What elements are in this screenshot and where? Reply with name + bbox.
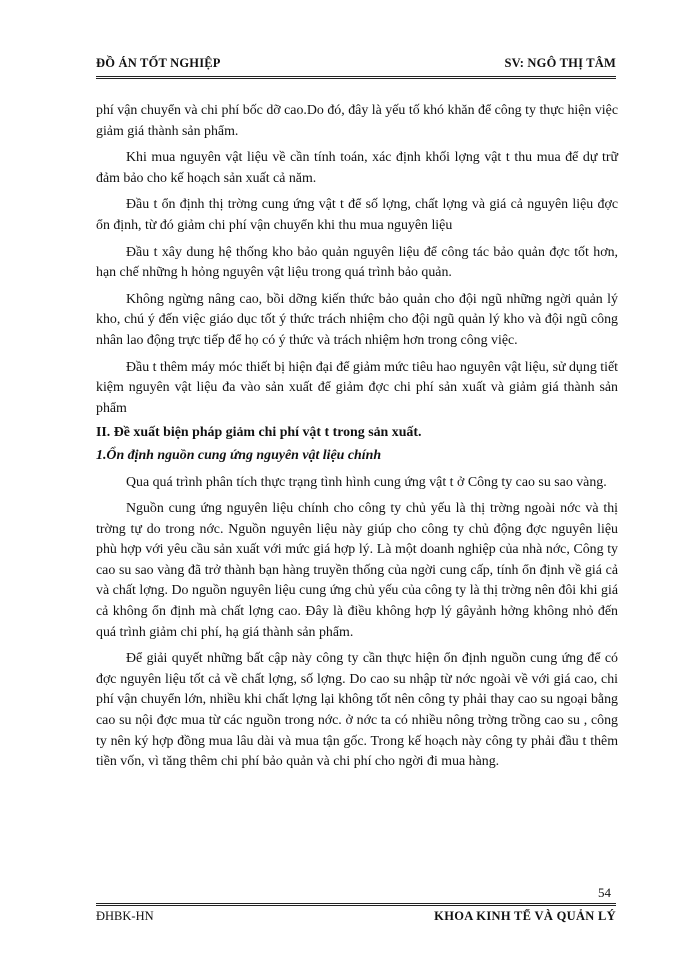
paragraph-5: Không ngừng nâng cao, bồi dỡng kiến thức bảo quản cho đội ngũ những ngời quản lý kho, chú ý đến việc giáo dục tốt ý thức trách nhiệm cho đội ngũ quản lý kho và đội ngũ công nhân lao động trực tiếp để họ có ý thức và trách nhiệm hơn trong công việc. bbox=[96, 291, 618, 348]
page-number: 54 bbox=[598, 885, 611, 900]
header-student-name: SV: NGÔ THỊ TÂM bbox=[504, 56, 616, 70]
footer-faculty: KHOA KINH TẾ VÀ QUẢN LÝ bbox=[434, 909, 616, 923]
paragraph-2: Khi mua nguyên vật liệu về cần tính toán, xác định khối lợng vật t thu mua để dự trữ đảm bảo cho kế hoạch sản xuất cả năm. bbox=[96, 150, 618, 186]
page-footer bbox=[96, 909, 616, 929]
page-header bbox=[96, 56, 616, 76]
header-divider bbox=[96, 76, 616, 79]
paragraph-6: Đầu t thêm máy móc thiết bị hiện đại để giảm mức tiêu hao nguyên vật liệu, sử dụng tiết kiệm nguyên vật liệu đa vào sản xuất để giảm đợc chi phí sản xuất và giảm giá thành sản phẩm bbox=[96, 359, 618, 416]
footer-university: ĐHBK-HN bbox=[96, 909, 154, 923]
paragraph-7: Qua quá trình phân tích thực trạng tình hình cung ứng vật t ở Công ty cao su sao vàng. bbox=[126, 474, 607, 490]
header-document-title: ĐỒ ÁN TỐT NGHIỆP bbox=[96, 56, 221, 70]
subsection-heading: 1.Ổn định nguồn cung ứng nguyên vật liệu chính bbox=[96, 447, 382, 463]
paragraph-8: Nguồn cung ứng nguyên liệu chính cho công ty chủ yếu là thị trờng ngoài nớc và thị trờng tự do trong nớc. Nguồn nguyên liệu này giúp cho công ty chủ động đợc nguyên liệu phù hợp với yêu cầu sản xuất với mức giá hợp lý. Là một doanh nghiệp của nhà nớc, Công ty cao su sao vàng đã trở thành bạn hàng truyền thống của ngời cung cấp, tính ổn định về giá cả và chất lợng. Do nguồn nguyên liệu cung ứng chủ yếu của công ty là thị trờng nên đôi khi giá cả không ổn định mà chất lợng cao. Đây là điều không hợp lý gâyảnh hởng không nhỏ đến quá trình giảm chi phí, hạ giá thành sản phẩm. bbox=[96, 501, 618, 640]
page-body bbox=[96, 101, 618, 773]
paragraph-3: Đầu t ổn định thị trờng cung ứng vật t để số lợng, chất lợng và giá cả nguyên liệu đợc ổn định, từ đó giảm chi phí vận chuyển khi thu mua nguyên liệu bbox=[96, 197, 618, 233]
section-heading: II. Đề xuất biện pháp giảm chi phí vật t trong sản xuất. bbox=[96, 425, 422, 441]
paragraph-4: Đầu t xây dung hệ thống kho bảo quản nguyên liệu để công tác bảo quản đợc tốt hơn, hạn chế những h hỏng nguyên vật liệu trong quá trình bảo quản. bbox=[96, 244, 618, 281]
paragraph-9: Để giải quyết những bất cập này công ty cần thực hiện ổn định nguồn cung ứng để có đợc nguyên liệu tốt cả về chất lợng, số lợng. Do cao su nhập từ nớc ngoài về với giá cao, chi phí vận chuyển lớn, nhiều khi chất lợng lại không tốt nên công ty phải thay cao su ngoại bằng cao su nội đợc mua từ các nguồn trong nớc. ở nớc ta có nhiều nông trờng trồng cao su , công ty nên ký hợp đồng mua lâu dài và mua tận gốc. Trong kế hoạch này công ty phải đầu t thêm tiền vốn, vì tăng thêm chi phí bảo quản và chi phí cho ngời đi mua hàng. bbox=[96, 651, 618, 770]
paragraph-1: phí vận chuyển và chi phí bốc dỡ cao.Do đó, đây là yếu tố khó khăn để công ty thực hiện việc giảm giá thành sản phẩm. bbox=[96, 103, 618, 139]
footer-divider bbox=[96, 903, 616, 906]
